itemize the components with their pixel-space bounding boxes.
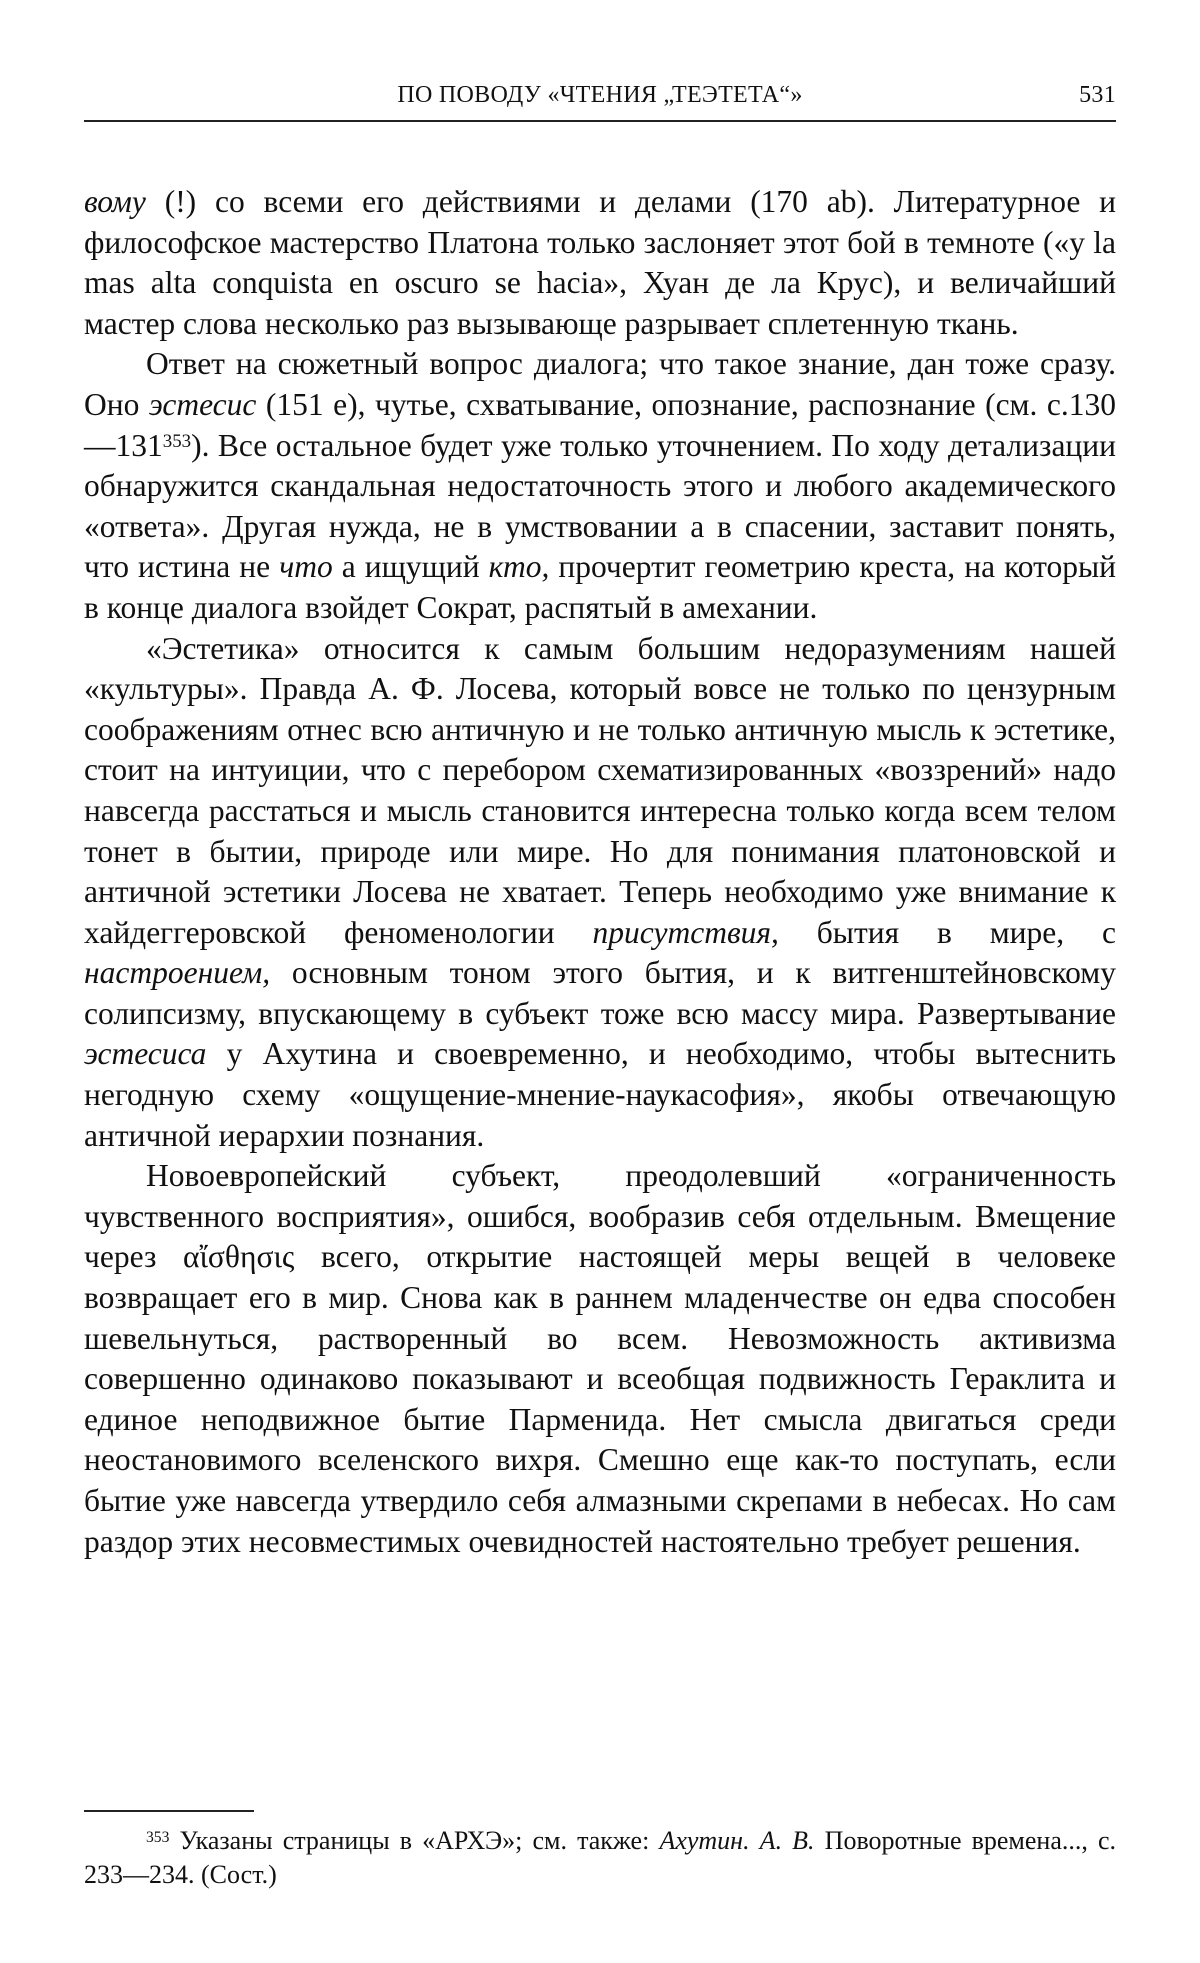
italic-text: присутствия, (592, 914, 779, 950)
text-run: Указаны страницы в «АРХЭ»; см. также: (169, 1826, 660, 1855)
italic-text: вому (84, 184, 146, 219)
footnote-rule (84, 1810, 254, 1812)
text-run: а ищущий (332, 549, 489, 585)
italic-text: кто, (488, 549, 550, 585)
text-run: ). Все остальное будет уже только уточнением. По ходу детализации обнаружится скандальная недостаточность этого и любого академического «ответа». Другая нужда, не в умствовании а в спасении, заставит понять, что истина не (84, 427, 1116, 585)
paragraph (84, 182, 1116, 344)
running-head-title: ПО ПОВОДУ «ЧТЕНИЯ „ТЕЭТЕТА“» (397, 82, 803, 108)
text-run: Новоевропейский субъект, преодолевший «ограниченность чувственного восприятия», ошибся, вообразив себя отдельным. Вмещение через αἴσθησις всего, открытие настоящей меры вещей в человеке возвращает его в мир. Снова как в раннем младенчестве он едва способен шевельнуться, растворенный во всем. Невозможность активизма совершенно одинаково показывают и всеобщая подвижность Гераклита и единое неподвижное бытие Парменида. Нет смысла двигаться среди неостановимого вселенского вихря. Смешно еще как-то поступать, если бытие уже навсегда утвердило себя алмазными скрепами в небесах. Но сам раздор этих несовместимых очевидностей настоятельно требует решения. (84, 1158, 1116, 1559)
italic-text: эстесис (148, 386, 257, 422)
text-run: (!) со всеми его действиями и делами (170 ab). Литературное и философское мастерство Платона только заслоняет этот бой в темноте («y la mas alta conquista en oscuro se hacia», Хуан де ла Крус), и величайший мастер слова несколько раз вызывающе разрывает сплетенную ткань. (84, 184, 1116, 341)
text-run: у Ахутина и своевременно, и необходимо, чтобы вытеснить негодную схему «ощущение-мнение-наукасофия», якобы отвечающую античной иерархии познания. (84, 1036, 1116, 1153)
italic-text: эстесиса (84, 1036, 207, 1072)
paragraph (84, 344, 1116, 628)
footnote-text (84, 1826, 1116, 1889)
footnote (84, 1824, 1116, 1892)
footnote-marker: 353 (146, 1828, 170, 1846)
italic-text: настроением, (84, 955, 271, 991)
page-number: 531 (1079, 82, 1116, 108)
text-run: Ответ на сюжетный вопрос диалога; что такое знание, дан тоже сразу. Оно (84, 346, 1116, 422)
text-run: прочертит геометрию креста, на который в конце диалога взойдет Сократ, распятый в амехании. (84, 549, 1116, 625)
body-text (84, 182, 1116, 1562)
running-head (84, 82, 1116, 122)
text-run: Поворотные времена..., с. 233—234. (Сост.) (84, 1826, 1117, 1889)
header-rule (84, 120, 1116, 122)
paragraph (84, 629, 1116, 1157)
text-run: бытия в мире, с (778, 914, 1116, 950)
paragraph (84, 1156, 1116, 1562)
text-run: «Эстетика» относится к самым большим недоразумениям нашей «культуры». Правда А. Ф. Лосева, который вовсе не только по цензурным соображениям отнес всю античную и не только античную мысль к эстетике, стоит на интуиции, что с перебором схематизированных «воззрений» надо навсегда расстаться и мысль становится интересна только когда всем телом тонет в бытии, природе или мире. Но для понимания платоновской и античной эстетики Лосева не хватает. Теперь необходимо уже внимание к хайдеггеровской феноменологии (84, 630, 1116, 950)
text-run: (151 е), чутье, схватывание, опознание, распознание (см. с.130—131 (84, 386, 1116, 463)
italic-text: что (279, 549, 333, 585)
text-run: основным тоном этого бытия, и к витгенштейновскому солипсизму, впускающему в субъект тоже всю массу мира. Развертывание (84, 955, 1116, 1031)
italic-text: Ахутин. А. В. (659, 1826, 815, 1855)
footnote-ref: 353 (162, 431, 192, 453)
